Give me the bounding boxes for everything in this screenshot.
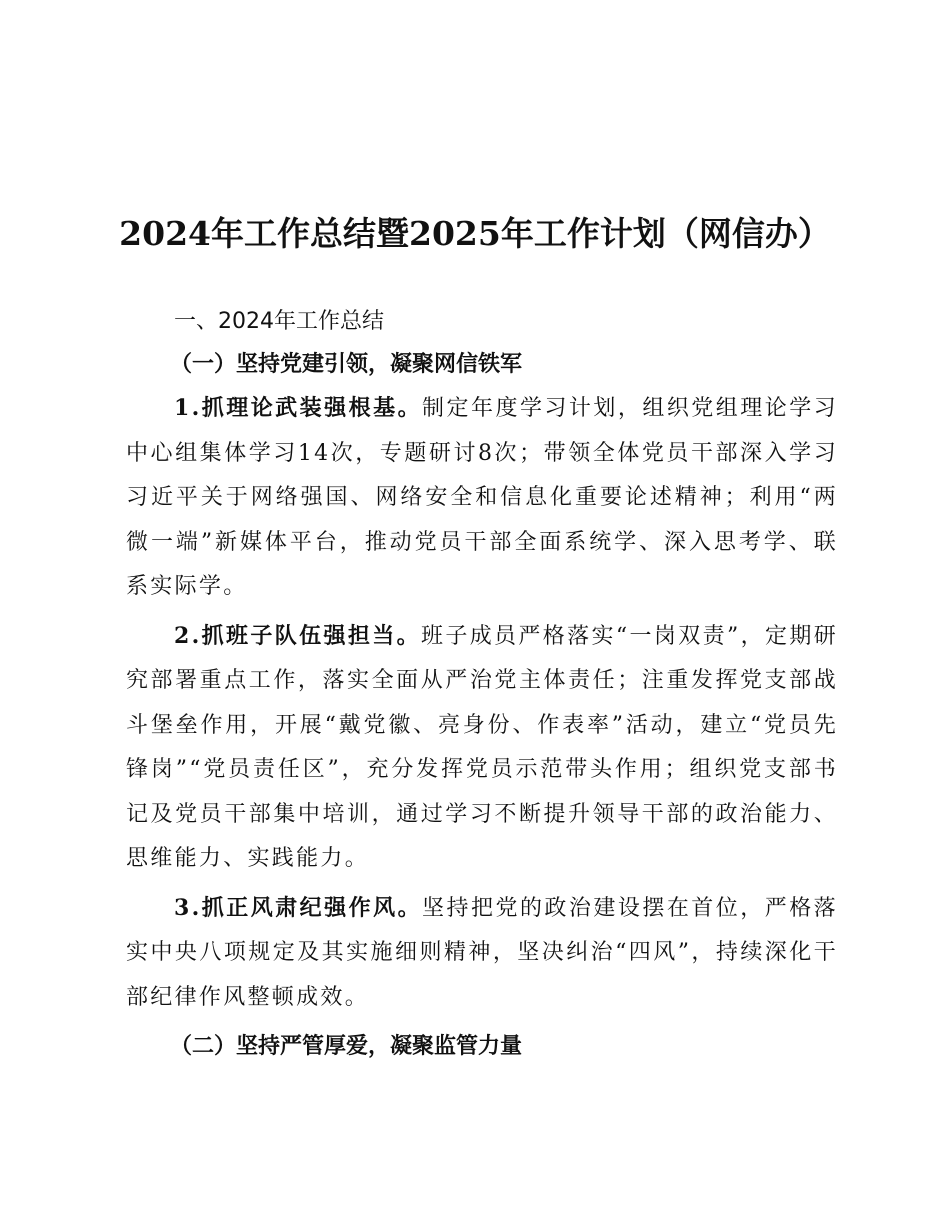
document-body: [126, 302, 838, 1068]
paragraph-lead: 2.抓班子队伍强担当。: [174, 622, 421, 649]
paragraph-lead: 1.抓理论武装强根基。: [174, 395, 423, 421]
paragraph-body: 制定年度学习计划，组织党组理论学习中心组集体学习14次，专题研讨8次；带领全体党员干部深入学习习近平关于网络强国、网络安全和信息化重要论述精神；利用“两微一端”新媒体平台，推动党员干部全面系统学、深入思考学、联系实际学。: [126, 396, 838, 599]
paragraph-body: 班子成员严格落实“一岗双责”，定期研究部署重点工作，落实全面从严治党主体责任；注重发挥党支部战斗堡垒作用，开展“戴党徽、亮身份、作表率”活动，建立“党员先锋岗”“党员责任区”，充分发挥党员示范带头作用；组织党支部书记及党员干部集中培训，通过学习不断提升领导干部的政治能力、思维能力、实践能力。: [126, 623, 838, 871]
paragraph-body: 坚持把党的政治建设摆在首位，严格落实中央八项规定及其实施细则精神，坚决纠治“四风”，持续深化干部纪律作风整顿成效。: [126, 895, 838, 1010]
paragraph-item-2: [126, 614, 838, 882]
subsection-heading: （二）坚持严管厚爱，凝聚监管力量: [170, 1033, 523, 1059]
section-heading: 一、2024年工作总结: [174, 309, 384, 334]
paragraph-lead: 3.抓正风肃纪强作风。: [174, 894, 423, 921]
paragraph-item-3: [126, 886, 838, 1021]
subsection-heading: （一）坚持党建引领，凝聚网信铁军: [170, 351, 523, 377]
paragraph-item-1: [126, 386, 838, 610]
document-title: 2024年工作总结暨2025年工作计划（网信办）: [119, 214, 831, 253]
